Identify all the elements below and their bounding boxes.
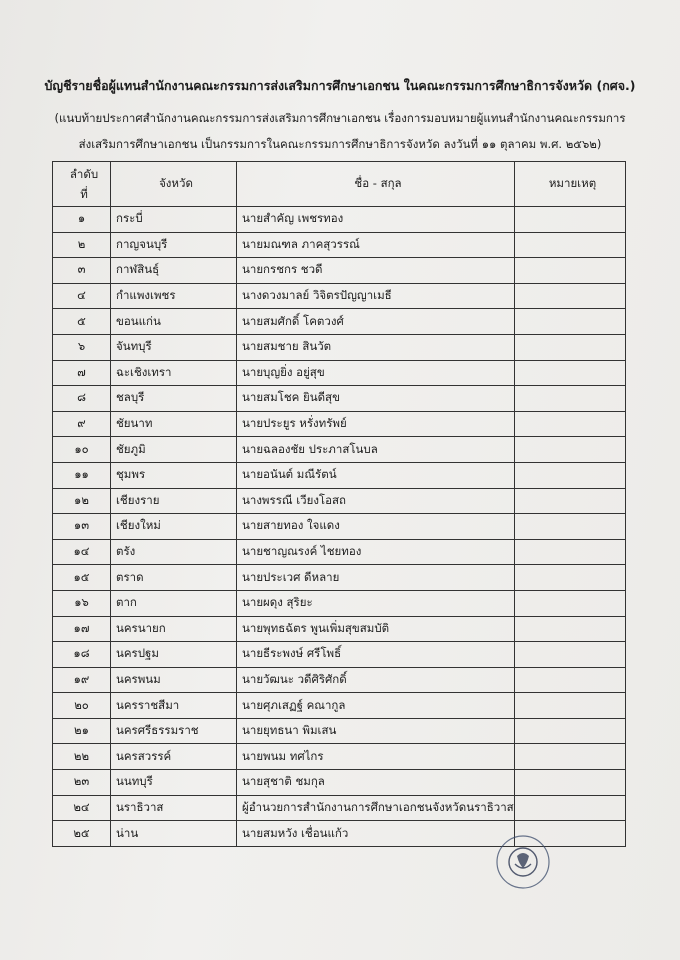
row-name: นายฉลองชัย ประภาสโนบล (237, 437, 515, 463)
table-row (53, 232, 626, 258)
row-note (515, 309, 626, 335)
table-row (53, 283, 626, 309)
row-no: ๑๒ (53, 488, 111, 514)
table-row (53, 462, 626, 488)
row-note (515, 232, 626, 258)
row-name: นายพนม ทศไกร (237, 744, 515, 770)
row-name: นายศุภเสฏฐ์ คณากูล (237, 693, 515, 719)
row-no: ๒๐ (53, 693, 111, 719)
row-note (515, 693, 626, 719)
row-name: นายวัฒนะ วดีศิริศักดิ์ (237, 667, 515, 693)
row-note (515, 334, 626, 360)
row-province: ชัยภูมิ (111, 437, 237, 463)
row-no: ๑๘ (53, 642, 111, 668)
representatives-table (52, 161, 626, 847)
row-name: นางพรรณี เวียงโอสถ (237, 488, 515, 514)
row-province: นครศรีธรรมราช (111, 718, 237, 744)
row-note (515, 744, 626, 770)
table-row (53, 770, 626, 796)
row-name: นายกรชกร ชวดี (237, 258, 515, 284)
row-no: ๒๑ (53, 718, 111, 744)
row-province: กำแพงเพชร (111, 283, 237, 309)
table-row (53, 795, 626, 821)
row-no: ๗ (53, 360, 111, 386)
table-row (53, 616, 626, 642)
row-name: นายประเวศ ดีหลาย (237, 565, 515, 591)
row-note (515, 667, 626, 693)
row-no: ๕ (53, 309, 111, 335)
document-subtitle-line2: ส่งเสริมการศึกษาเอกชน เป็นกรรมการในคณะกรรมการศึกษาธิการจังหวัด ลงวันที่ ๑๑ ตุลาคม พ.ศ. ๒๕๖๒) (78, 137, 602, 151)
row-province: กาญจนบุรี (111, 232, 237, 258)
header-no (53, 162, 111, 207)
row-name: นายสมชาย สินวัต (237, 334, 515, 360)
row-province: เชียงใหม่ (111, 514, 237, 540)
row-note (515, 283, 626, 309)
row-no: ๑๔ (53, 539, 111, 565)
table-row (53, 590, 626, 616)
row-note (515, 360, 626, 386)
row-note (515, 642, 626, 668)
row-note (515, 386, 626, 412)
row-no: ๑๕ (53, 565, 111, 591)
table-row (53, 693, 626, 719)
row-no: ๒๔ (53, 795, 111, 821)
header-no-line2: ที่ (80, 187, 88, 201)
document-title: บัญชีรายชื่อผู้แทนสำนักงานคณะกรรมการส่งเสริมการศึกษาเอกชน ในคณะกรรมการศึกษาธิการจังหวัด (กศจ.) (44, 78, 636, 93)
header-no-line1: ลำดับ (69, 167, 99, 181)
row-no: ๖ (53, 334, 111, 360)
table-row (53, 386, 626, 412)
row-name: นายสมโชค ยินดีสุข (237, 386, 515, 412)
row-name: นายสมศักดิ์ โคตวงศ์ (237, 309, 515, 335)
table-row (53, 667, 626, 693)
table-row (53, 437, 626, 463)
row-province: ตรัง (111, 539, 237, 565)
row-province: ชลบุรี (111, 386, 237, 412)
official-seal-stamp (487, 828, 559, 890)
row-note (515, 539, 626, 565)
row-no: ๑๙ (53, 667, 111, 693)
header-note: หมายเหตุ (515, 162, 626, 207)
row-no: ๑๖ (53, 590, 111, 616)
row-note (515, 258, 626, 284)
row-province: ชุมพร (111, 462, 237, 488)
row-note (515, 616, 626, 642)
row-province: นราธิวาส (111, 795, 237, 821)
row-no: ๑๐ (53, 437, 111, 463)
row-province: ฉะเชิงเทรา (111, 360, 237, 386)
table-header-row (53, 162, 626, 207)
row-note (515, 718, 626, 744)
table-row (53, 360, 626, 386)
row-no: ๑๓ (53, 514, 111, 540)
row-province: นครพนม (111, 667, 237, 693)
row-no: ๒๕ (53, 821, 111, 847)
row-no: ๔ (53, 283, 111, 309)
row-province: ตาก (111, 590, 237, 616)
row-no: ๓ (53, 258, 111, 284)
row-no: ๙ (53, 411, 111, 437)
row-note (515, 795, 626, 821)
row-name: นายธีระพงษ์ ศรีโพธิ์ (237, 642, 515, 668)
table-row (53, 514, 626, 540)
row-province: เชียงราย (111, 488, 237, 514)
row-province: ชัยนาท (111, 411, 237, 437)
row-note (515, 590, 626, 616)
row-province: น่าน (111, 821, 237, 847)
row-province: ขอนแก่น (111, 309, 237, 335)
table-row (53, 718, 626, 744)
row-note (515, 462, 626, 488)
row-name: นายสายทอง ใจแดง (237, 514, 515, 540)
table-row (53, 411, 626, 437)
row-name: นายผดุง สุริยะ (237, 590, 515, 616)
row-note (515, 437, 626, 463)
row-name: นายยุทธนา พิมเสน (237, 718, 515, 744)
row-note (515, 411, 626, 437)
table-row (53, 258, 626, 284)
table-row (53, 334, 626, 360)
row-no: ๘ (53, 386, 111, 412)
row-note (515, 207, 626, 233)
row-no: ๒๒ (53, 744, 111, 770)
row-province: นครราชสีมา (111, 693, 237, 719)
row-name: นายสุชาติ ชมกุล (237, 770, 515, 796)
row-province: กระบี่ (111, 207, 237, 233)
row-name: นายอนันต์ มณีรัตน์ (237, 462, 515, 488)
row-name: นายสมหวัง เชื่อนแก้ว (237, 821, 515, 847)
header-province: จังหวัด (111, 162, 237, 207)
table-row (53, 565, 626, 591)
table-row (53, 642, 626, 668)
row-name: นายบุญยิ่ง อยู่สุข (237, 360, 515, 386)
header-name: ชื่อ - สกุล (237, 162, 515, 207)
row-name: ผู้อำนวยการสำนักงานการศึกษาเอกชนจังหวัดนราธิวาส (237, 795, 515, 821)
table-row (53, 309, 626, 335)
row-province: ตราด (111, 565, 237, 591)
document-subtitle-line1: (แนบท้ายประกาศสำนักงานคณะกรรมการส่งเสริมการศึกษาเอกชน เรื่องการมอบหมายผู้แทนสำนักงานคณะกรรมการ (54, 111, 626, 125)
row-name: นายชาญณรงค์ ไชยทอง (237, 539, 515, 565)
row-no: ๒ (53, 232, 111, 258)
row-note (515, 770, 626, 796)
row-province: นครปฐม (111, 642, 237, 668)
row-name: นายพุทธฉัตร พูนเพิ่มสุขสมบัติ (237, 616, 515, 642)
row-no: ๑๗ (53, 616, 111, 642)
table-row (53, 539, 626, 565)
row-name: นางดวงมาลย์ วิจิตรปัญญาเมธี (237, 283, 515, 309)
row-province: กาฬสินธุ์ (111, 258, 237, 284)
row-province: นนทบุรี (111, 770, 237, 796)
row-note (515, 488, 626, 514)
row-name: นายประยูร หรั่งทรัพย์ (237, 411, 515, 437)
row-no: ๑๑ (53, 462, 111, 488)
row-name: นายสำคัญ เพชรทอง (237, 207, 515, 233)
row-note (515, 565, 626, 591)
table-row (53, 744, 626, 770)
row-note (515, 514, 626, 540)
table-row (53, 488, 626, 514)
row-province: นครสวรรค์ (111, 744, 237, 770)
row-province: จันทบุรี (111, 334, 237, 360)
row-no: ๒๓ (53, 770, 111, 796)
row-no: ๑ (53, 207, 111, 233)
table-row (53, 207, 626, 233)
row-province: นครนายก (111, 616, 237, 642)
row-name: นายมณฑล ภาคสุวรรณ์ (237, 232, 515, 258)
